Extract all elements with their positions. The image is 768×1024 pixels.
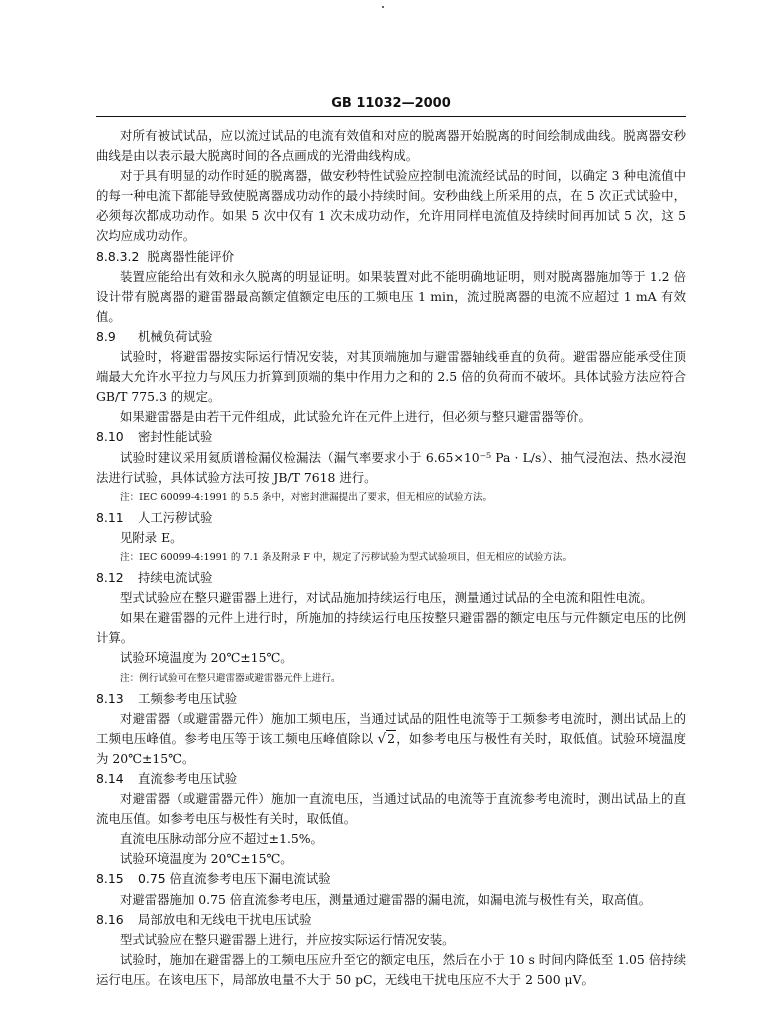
paragraph: 试验环境温度为 20℃±15℃。	[120, 650, 293, 666]
paragraph: 试验时建议采用氦质谱检漏仪检漏法（漏气率要求小于 6.65×10⁻⁵ Pa · L/s）、抽气浸泡法、热水浸泡法进行试验，具体试验方法可按 JB/T 7618 进行。	[96, 449, 686, 485]
section-title: 密封性能试验	[138, 429, 213, 445]
paragraph-part: 对避雷器（或避雷器元件）施加工频电压，当通过试品的阻性电流等于工频参考电流时，测出试品上的工频电压峰值。参考电压等于该工频电压峰值除以	[96, 710, 686, 746]
section-heading-8-14	[96, 769, 686, 789]
scan-mark	[382, 6, 384, 8]
section-heading-8-8-3-2	[96, 247, 686, 267]
paragraph: 对避雷器施加 0.75 倍直流参考电压，测量通过避雷器的漏电流，如漏电流与极性有关，取高值。	[120, 891, 652, 907]
header-rule	[96, 116, 686, 117]
paragraph-with-sqrt	[96, 709, 686, 769]
section-heading-8-15	[96, 869, 686, 889]
section-heading-8-11	[96, 508, 686, 528]
section-number: 8.12	[96, 570, 124, 586]
section-number: 8.8.3.2	[96, 248, 140, 264]
section-title: 人工污秽试验	[138, 509, 213, 525]
sqrt-symbol: √	[377, 730, 387, 747]
section-heading-8-10	[96, 427, 686, 447]
section-number: 8.11	[96, 509, 124, 525]
section-heading-8-13	[96, 689, 686, 709]
section-title: 局部放电和无线电干扰电压试验	[138, 911, 312, 927]
paragraph: 试验时，施加在避雷器上的工频电压应升至它的额定电压，然后在小于 10 s 时间内降低至 1.05 倍持续运行电压。在该电压下，局部放电量不大于 50 pC，无线电干扰电压应不大于 2 500 μV。	[96, 951, 686, 987]
section-title: 直流参考电压试验	[138, 771, 238, 786]
note: 注：例行试验可在整只避雷器或避雷器元件上进行。	[120, 672, 341, 684]
paragraph: 对于具有明显的动作时延的脱离器，做安秒特性试验应控制电流流经试品的时间，以确定 3 种电流值中的每一种电流下都能导致使脱离器成功动作的最小持续时间。安秒曲线上所采用的点，在 5 次正式试验中，必须每次都成功动作。如果 5 次中仅有 1 次未成功动作，允许用同样电流值及持续时间再加试 5 次，这 5 次均应成功动作。	[96, 168, 686, 244]
note: 注：IEC 60099-4:1991 的 7.1 条及附录 F 中，规定了污秽试验为型式试验项目，但无相应的试验方法。	[120, 551, 573, 563]
section-title: 0.75 倍直流参考电压下漏电流试验	[138, 871, 331, 887]
section-heading-8-16	[96, 910, 686, 930]
paragraph: 试验时，将避雷器按实际运行情况安装，对其顶端施加与避雷器轴线垂直的负荷。避雷器应能承受住顶端最大允许水平拉力与风压力折算到顶端的集中作用力之和的 2.5 倍的负荷而不破坏。具体试验方法应符合 GB/T 775.3 的规定。	[96, 349, 686, 405]
section-title: 工频参考电压试验	[138, 690, 238, 706]
section-number: 8.10	[96, 429, 124, 445]
section-number: 8.9	[96, 328, 116, 344]
paragraph-part: ，如参考电压与极性有关时，取低值。试验环境温度为 20℃±15℃。	[96, 730, 686, 766]
section-number: 8.14	[96, 771, 124, 786]
section-number: 8.15	[96, 871, 124, 887]
section-heading-8-9	[96, 327, 686, 347]
section-title: 脱离器性能评价	[147, 248, 235, 264]
paragraph: 对避雷器（或避雷器元件）施加一直流电压，当通过试品的电流等于直流参考电流时，测出试品上的直流电压值。如参考电压与极性有关时，取低值。	[96, 791, 686, 827]
paragraph: 试验环境温度为 20℃±15℃。	[120, 851, 293, 867]
section-title: 机械负荷试验	[138, 328, 213, 344]
paragraph: 型式试验应在整只避雷器上进行，对试品施加持续运行电压，测量通过试品的全电流和阻性电流。	[120, 590, 653, 606]
paragraph: 如果在避雷器的元件上进行时，所施加的持续运行电压按整只避雷器的额定电压与元件额定电压的比例计算。	[96, 610, 686, 646]
paragraph: 见附录 E。	[120, 529, 183, 545]
section-title: 持续电流试验	[138, 570, 213, 586]
sqrt-value: 2	[387, 730, 396, 746]
paragraph: 直流电压脉动部分应不超过±1.5%。	[120, 831, 323, 847]
paragraph: 型式试验应在整只避雷器上进行，并应按实际运行情况安装。	[120, 931, 455, 947]
page-header: GB 11032—2000	[331, 96, 451, 111]
section-number: 8.13	[96, 690, 124, 706]
paragraph: 如果避雷器是由若干元件组成，此试验允许在元件上进行，但必须与整只避雷器等价。	[120, 409, 591, 425]
paragraph: 装置应能给出有效和永久脱离的明显证明。如果装置对此不能明确地证明，则对脱离器施加等于 1.2 倍设计带有脱离器的避雷器最高额定值额定电压的工频电压 1 min，流过脱离器的电流不应超过 1 mA 有效值。	[96, 268, 686, 324]
note: 注：IEC 60099-4:1991 的 5.5 条中，对密封泄漏提出了要求，但无相应的试验方法。	[120, 491, 493, 503]
section-number: 8.16	[96, 911, 124, 927]
section-heading-8-12	[96, 568, 686, 588]
document-body	[96, 126, 686, 990]
paragraph: 对所有被试试品，应以流过试品的电流有效值和对应的脱离器开始脱离的时间绘制成曲线。脱离器安秒曲线是由以表示最大脱离时间的各点画成的光滑曲线构成。	[96, 128, 686, 164]
